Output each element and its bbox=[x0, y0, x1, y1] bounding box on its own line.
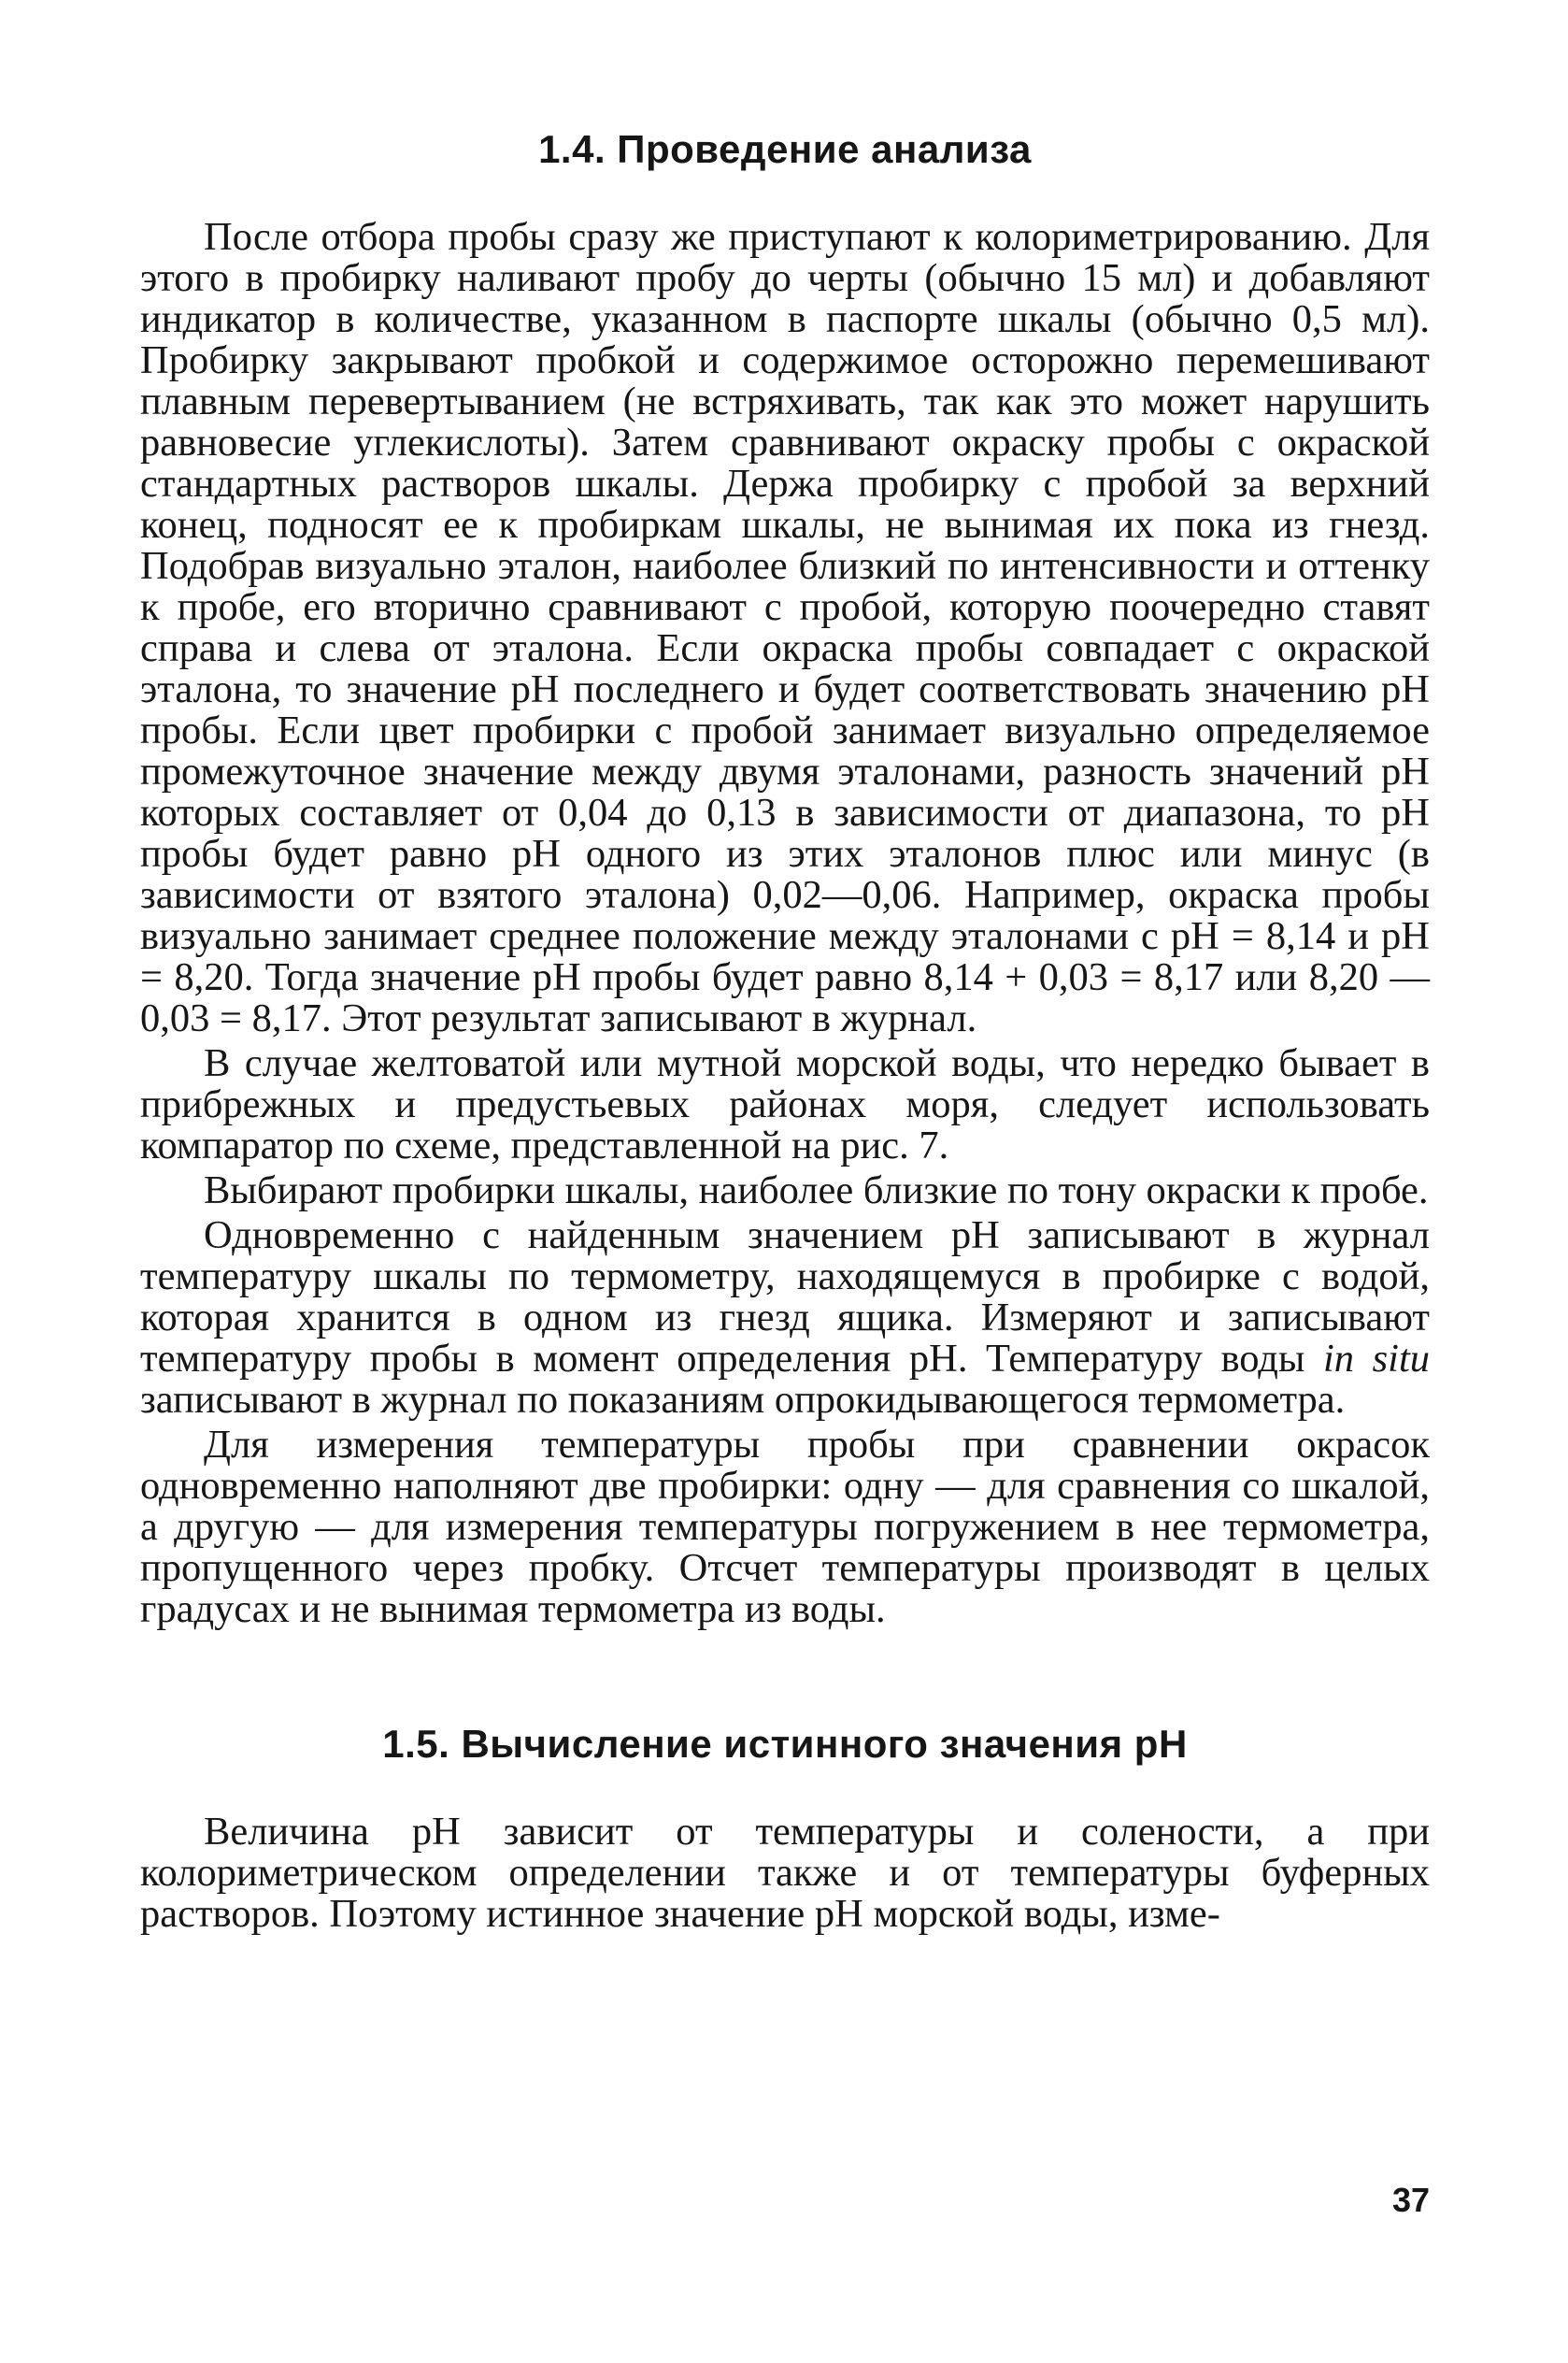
page-body bbox=[140, 122, 1430, 1935]
paragraph-4 bbox=[140, 1215, 1430, 1421]
paragraph-4-italic-term: in situ bbox=[1323, 1337, 1431, 1381]
paragraph-2: В случае желтоватой или мутной морской воды, что нередко бывает в прибрежных и предустьевых районах моря, следует использовать компаратор по схеме, представленной на рис. 7. bbox=[140, 1041, 1430, 1167]
paragraph-3: Выбирают пробирки шкалы, наиболее близкие по тону окраски к пробе. bbox=[204, 1168, 1429, 1212]
paragraph-4-text-b: записывают в журнал по показаниям опрокидывающегося термометра. bbox=[140, 1378, 1346, 1422]
paragraph-6: Величина pH зависит от температуры и солености, а при колориметрическом определении также и от температуры буферных растворов. Поэтому истинное значение pH морской воды, изме- bbox=[140, 1810, 1430, 1936]
page-number: 37 bbox=[1391, 2181, 1430, 2219]
section-heading-1-5: 1.5. Вычисление истинного значения pH bbox=[382, 1722, 1188, 1766]
section-heading-1-4: 1.4. Проведение анализа bbox=[538, 127, 1032, 171]
paragraph-1: После отбора пробы сразу же приступают к колориметрированию. Для этого в пробирку наливают пробу до черты (обычно 15 мл) и добавляют индикатор в количестве, указанном в паспорте шкалы (обычно 0,5 мл). Пробирку закрывают пробкой и содержимое осторожно перемешивают плавным перевертыванием (не встряхивать, так как это может нарушить равновесие углекислоты). Затем сравнивают окраску пробы с окраской стандартных растворов шкалы. Держа пробирку с пробой за верхний конец, подносят ее к пробиркам шкалы, не вынимая их пока из гнезд. Подобрав визуально эталон, наиболее близкий по интенсивности и оттенку к пробе, его вторично сравнивают с пробой, которую поочередно ставят справа и слева от эталона. Если окраска пробы совпадает с окраской эталона, то значение pH последнего и будет соответствовать значению pH пробы. Если цвет пробирки с пробой занимает визуально определяемое промежуточное значение между двумя эталонами, разность значений pH которых составляет от 0,04 до 0,13 в зависимости от диапазона, то pH пробы будет равно pH одного из этих эталонов плюс или минус (в зависимости от взятого эталона) 0,02—0,06. Например, окраска пробы визуально занимает среднее положение между эталонами с pH = 8,14 и pH = 8,20. Тогда значение pH пробы будет равно 8,14 + 0,03 = 8,17 или 8,20 — 0,03 = 8,17. Этот результат записывают в журнал. bbox=[140, 215, 1430, 1040]
paragraph-5: Для измерения температуры пробы при сравнении окрасок одновременно наполняют две пробирки: одну — для сравнения со шкалой, а другую — для измерения температуры погружением в нее термометра, пропущенного через пробку. Отсчет температуры производят в целых градусах и не вынимая термометра из воды. bbox=[140, 1423, 1430, 1631]
paragraph-4-text-a: Одновременно с найденным значением pH записывают в журнал температуру шкалы по термометру, находящемуся в пробирке с водой, которая хранится в одном из гнезд ящика. Измеряют и записывают температуру пробы в момент определения pH. Температуру воды bbox=[140, 1213, 1430, 1381]
